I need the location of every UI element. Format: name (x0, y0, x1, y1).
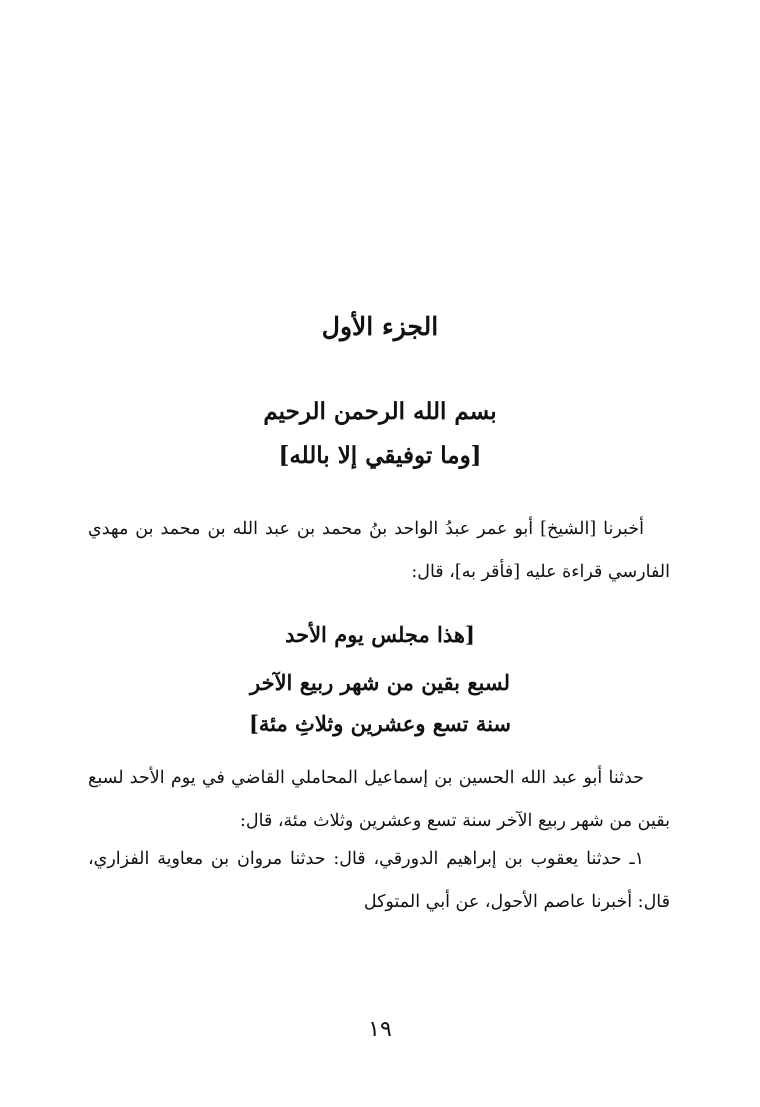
session-heading-line-3: سنة تسع وعشرين وثلاثِ مئة] (248, 711, 512, 736)
narration-paragraph: حدثنا أبو عبد الله الحسين بن إسماعيل المحاملي القاضي في يوم الأحد لسبع بقين من شهر ربيع الآخر سنة تسع وعشرين وثلاث مئة، قال: (88, 768, 670, 831)
tawfiq-line: [وما توفيقي إلا بالله] (278, 442, 482, 469)
part-title: الجزء الأول (321, 312, 439, 341)
session-heading-line-1: [هذا مجلس يوم الأحد (285, 622, 475, 647)
intro-paragraph: أخبرنا [الشيخ] أبو عمر عبدُ الواحد بنُ محمد بن عبد الله بن محمد بن مهدي الفارسي قراءة عليه [فأقر به]، قال: (88, 519, 670, 582)
session-heading-line-2: لسبع بقين من شهر ربيع الآخر (250, 670, 510, 695)
page-number: ١٩ (368, 1017, 392, 1042)
hadith-1-paragraph: ١ـ حدثنا يعقوب بن إبراهيم الدورقي، قال: حدثنا مروان بن معاوية الفزاري، قال: أخبرنا عاصم الأحول، عن أبي المتوكل (88, 849, 670, 912)
basmala: بسم الله الرحمن الرحيم (263, 398, 497, 425)
